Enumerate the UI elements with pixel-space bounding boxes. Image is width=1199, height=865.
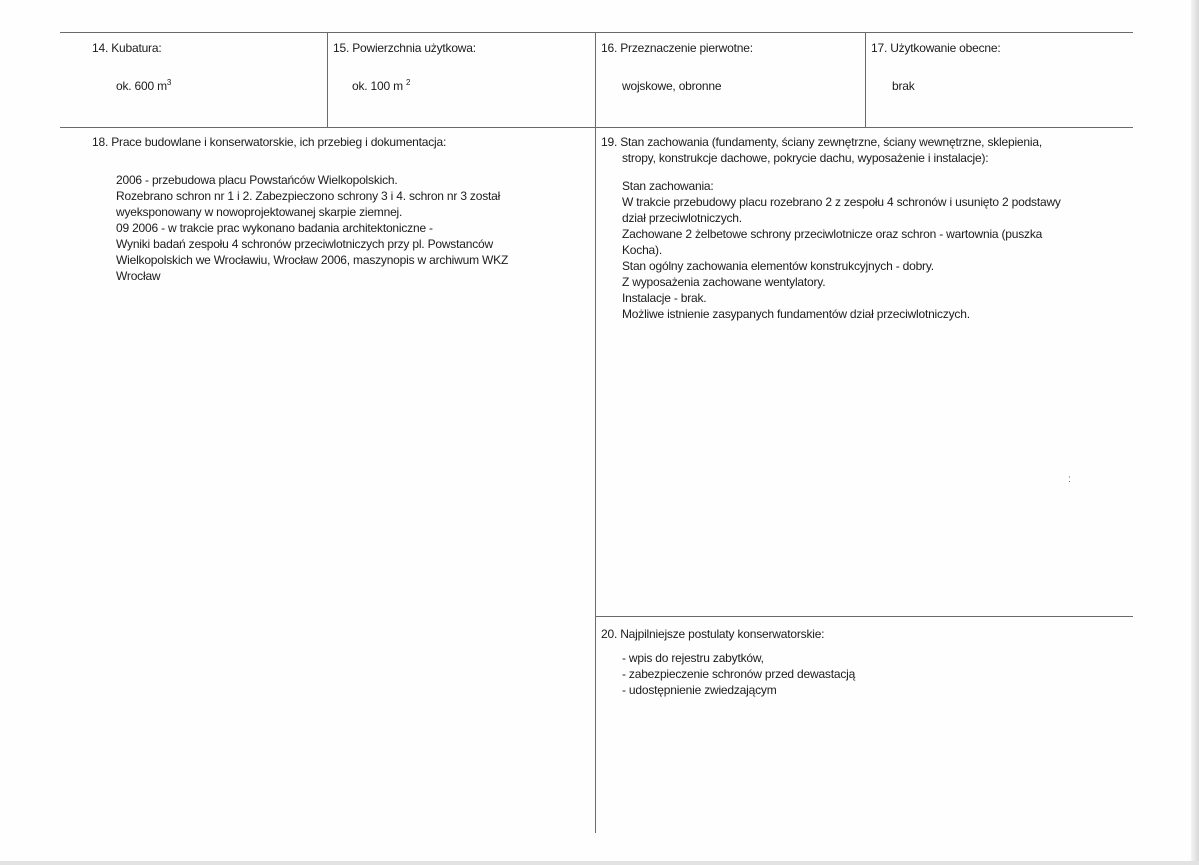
field-17-value: brak	[892, 79, 915, 93]
field-15-powierzchnia	[333, 40, 588, 94]
section-18-body	[92, 172, 588, 284]
field-14-unit-exponent: 3	[166, 78, 172, 87]
field-17-label: 17. Użytkowanie obecne:	[871, 41, 1001, 55]
section-19-body	[601, 178, 1131, 322]
section-20-line: - wpis do rejestru zabytków,	[622, 651, 764, 665]
section-20-line: - zabezpieczenie schronów przed dewastacją	[622, 667, 856, 681]
section-18-line: Wrocław	[116, 269, 161, 283]
stray-scan-mark: :	[1068, 474, 1071, 485]
section-18-line: Rozebrano schron nr 1 i 2. Zabezpieczono schrony 3 i 4. schron nr 3 został	[116, 189, 501, 203]
section-19-line: Możliwe istnienie zasypanych fundamentów dział przeciwlotniczych.	[622, 307, 970, 321]
section-20-postulaty	[601, 626, 1131, 698]
divider-14-15	[327, 32, 328, 128]
section-18-line: Wyniki badań zespołu 4 schronów przeciwlotniczych przy pl. Powstanców	[116, 237, 493, 251]
section-18-line: wyeksponowany w nowoprojektowanej skarpie ziemnej.	[116, 205, 403, 219]
field-14-label: 14. Kubatura:	[92, 41, 162, 55]
section-18-label: 18. Prace budowlane i konserwatorskie, ich przebieg i dokumentacja:	[92, 135, 447, 149]
section-18-line: Wielkopolskich we Wrocławiu, Wrocław 2006, maszynopis w archiwum WKZ	[116, 253, 509, 267]
field-14-value-text: ok. 600 m	[116, 79, 167, 93]
section-20-body	[601, 650, 1131, 698]
section-20-line: - udostępnienie zwiedzającym	[622, 683, 777, 697]
section-19-line: Kocha).	[622, 243, 662, 257]
section-20-label: 20. Najpilniejsze postulaty konserwatorskie:	[601, 627, 825, 641]
section-19-line: Z wyposażenia zachowane wentylatory.	[622, 275, 826, 289]
scan-edge-bottom	[0, 861, 1199, 865]
divider-18-19	[595, 127, 596, 833]
field-15-label: 15. Powierzchnia użytkowa:	[333, 41, 476, 55]
scan-edge-right	[1191, 0, 1199, 865]
section-18-line: 2006 - przebudowa placu Powstańców Wielkopolskich.	[116, 173, 398, 187]
field-14-kubatura	[92, 40, 322, 94]
section-19-stan-zachowania	[601, 134, 1131, 322]
section-19-line: Zachowane 2 żelbetowe schrony przeciwlotnicze oraz schron - wartownia (puszka	[622, 227, 1043, 241]
section-19-line: Instalacje - brak.	[622, 291, 707, 305]
field-15-unit-exponent: 2	[406, 78, 411, 87]
top-rule	[60, 32, 1133, 33]
field-16-value: wojskowe, obronne	[622, 79, 722, 93]
section-19-label-line1: 19. Stan zachowania (fundamenty, ściany zewnętrzne, ściany wewnętrzne, sklepienia,	[601, 135, 1042, 149]
rule-above-20	[595, 616, 1133, 617]
field-15-value-text: ok. 100 m	[352, 79, 407, 93]
section-19-label-line2: stropy, konstrukcje dachowe, pokrycie dachu, wyposażenie i instalacje):	[622, 151, 989, 165]
field-16-przeznaczenie	[601, 40, 859, 94]
section-19-line: Stan ogólny zachowania elementów konstrukcyjnych - dobry.	[622, 259, 934, 273]
divider-15-16	[595, 32, 596, 128]
section-19-line: dział przeciwlotniczych.	[622, 211, 742, 225]
section-19-line: W trakcie przebudowy placu rozebrano 2 z zespołu 4 schronów i usunięto 2 podstawy	[622, 195, 1061, 209]
divider-16-17	[865, 32, 866, 128]
field-16-label: 16. Przeznaczenie pierwotne:	[601, 41, 753, 55]
section-19-line: Stan zachowania:	[622, 179, 714, 193]
field-15-value	[333, 78, 588, 94]
row1-bottom-rule	[60, 127, 1133, 128]
section-18-line: 09 2006 - w trakcie prac wykonano badania architektoniczne -	[116, 221, 433, 235]
field-17-uzytkowanie	[871, 40, 1126, 94]
section-18-prace	[92, 134, 588, 284]
field-14-value	[92, 78, 322, 94]
